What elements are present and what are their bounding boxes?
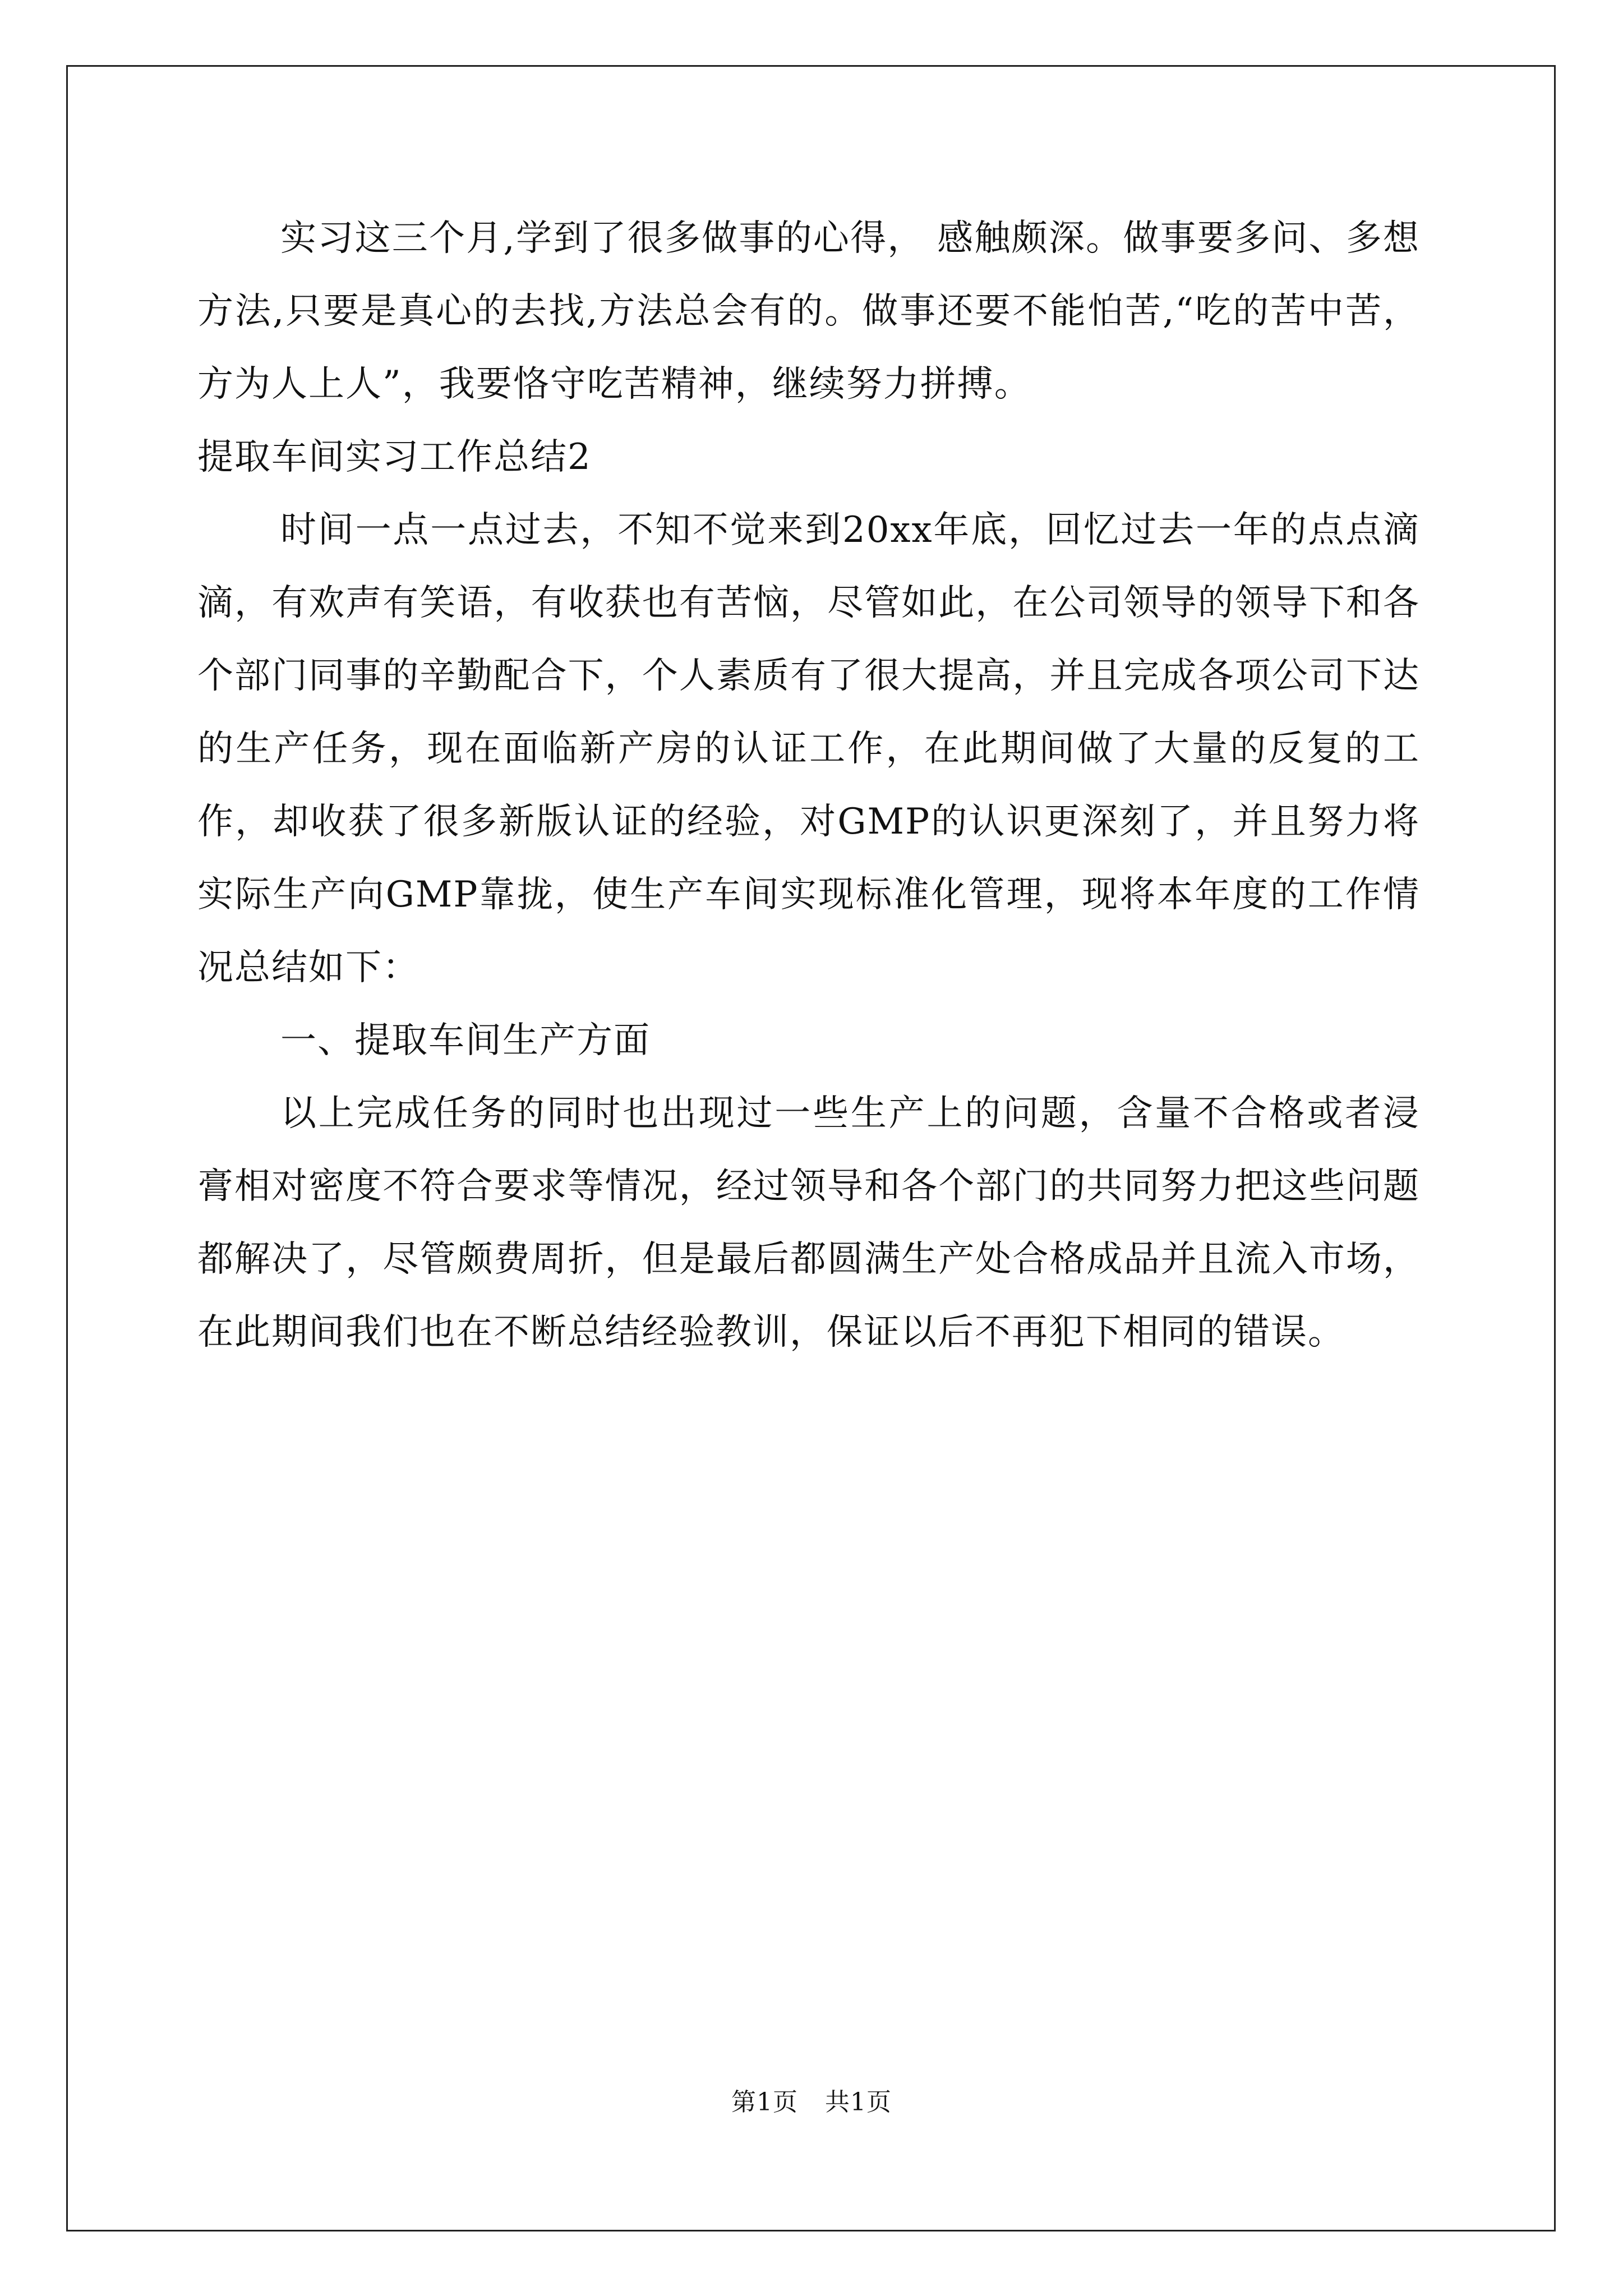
paragraph-internship-reflection: 实习这三个月,学到了很多做事的心得， 感触颇深。做事要多问、多想方法,只要是真心的去找,方法总会有的。做事还要不能怕苦,“吃的苦中苦，方为人上人”，我要恪守吃苦精神，继续努力拼搏。 bbox=[197, 218, 1420, 405]
document-body bbox=[197, 202, 1420, 1369]
subheading-production: 一、提取车间生产方面 bbox=[280, 1020, 651, 1061]
paragraph-year-summary: 时间一点一点过去，不知不觉来到20xx年底，回忆过去一年的点点滴滴，有欢声有笑语，有收获也有苦恼，尽管如此，在公司领导的领导下和各个部门同事的辛勤配合下，个人素质有了很大提高，并且完成各项公司下达的生产任务，现在面临新产房的认证工作，在此期间做了大量的反复的工作，却收获了很多新版认证的经验，对GMP的认识更深刻了，并且努力将实际生产向GMP靠拢，使生产车间实现标准化管理，现将本年度的工作情况总结如下： bbox=[197, 509, 1420, 988]
page-total: 共1页 bbox=[825, 2088, 892, 2116]
page-number: 第1页 bbox=[731, 2088, 798, 2116]
page-footer bbox=[0, 2086, 1623, 2119]
paragraph-production-issues: 以上完成任务的同时也出现过一些生产上的问题，含量不合格或者浸膏相对密度不符合要求等情况，经过领导和各个部门的共同努力把这些问题都解决了，尽管颇费周折，但是最后都圆满生产处合格成品并且流入市场，在此期间我们也在不断总结经验教训，保证以后不再犯下相同的错误。 bbox=[197, 1093, 1420, 1353]
section-heading: 提取车间实习工作总结2 bbox=[197, 436, 592, 478]
